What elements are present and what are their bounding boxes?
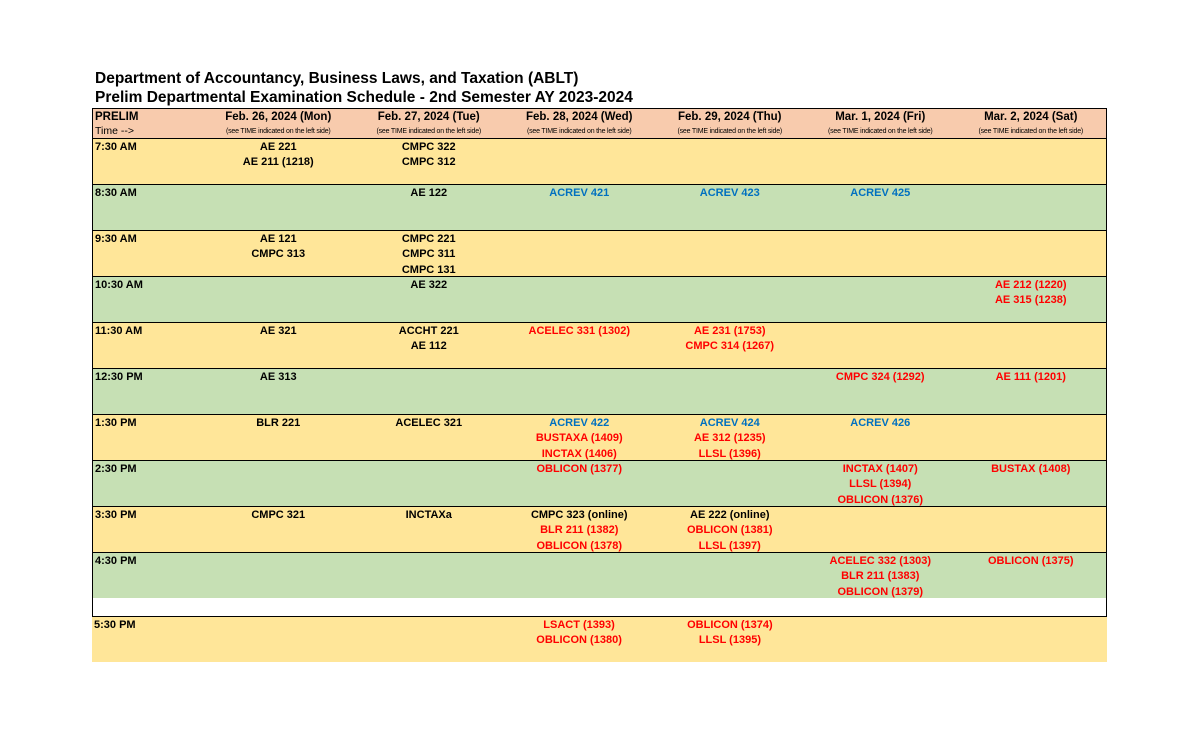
exam-entry: OBLICON (1379) xyxy=(837,585,924,598)
schedule-cell-tue xyxy=(354,369,505,414)
exam-schedule-sheet xyxy=(92,108,1107,662)
schedule-cell-fri xyxy=(805,185,956,230)
schedule-cell-sat xyxy=(956,323,1107,368)
exam-entry: OBLICON (1376) xyxy=(837,493,924,506)
exam-entry: INCTAXa xyxy=(405,509,452,521)
schedule-cell-wed xyxy=(504,323,655,368)
time-slot-row-1030am xyxy=(93,277,1106,323)
exam-entry: AE 231 (1753) xyxy=(693,325,766,337)
schedule-cell-mon xyxy=(203,553,354,600)
exam-entry: BUSTAXA (1409) xyxy=(535,432,623,445)
schedule-cell-thu xyxy=(655,369,806,414)
schedule-cell-sat xyxy=(956,231,1107,278)
day-header-sat xyxy=(956,109,1107,138)
prelim-label: PRELIM xyxy=(95,111,139,123)
exam-entry: AE 111 (1201) xyxy=(995,371,1066,383)
exam-entry: ACREV 425 xyxy=(850,187,911,199)
exam-entry: AE 121 xyxy=(259,233,297,245)
exam-entry: ACREV 426 xyxy=(850,417,911,429)
exam-entry: LLSL (1395) xyxy=(698,634,761,647)
day-header-wed xyxy=(504,109,655,138)
schedule-cell-mon xyxy=(202,617,353,662)
schedule-cell-mon xyxy=(203,185,354,230)
schedule-cell-tue xyxy=(354,461,505,508)
exam-entry: ACREV 424 xyxy=(699,417,760,429)
exam-entry: OBLICON (1375) xyxy=(987,555,1074,567)
exam-entry: LSACT (1393) xyxy=(543,619,615,631)
exam-entry: BLR 211 (1382) xyxy=(540,524,619,537)
exam-entry: LLSL (1397) xyxy=(698,539,761,552)
time-slot-row-1230pm xyxy=(93,369,1106,415)
time-arrow-label: Time --> xyxy=(95,125,134,137)
schedule-cell-wed xyxy=(504,185,655,230)
time-label: 10:30 AM xyxy=(95,279,143,291)
exam-entry: AE 321 xyxy=(259,325,297,337)
schedule-cell-wed xyxy=(504,553,655,600)
schedule-cell-mon xyxy=(203,231,354,278)
schedule-cell-sat xyxy=(956,185,1107,230)
schedule-cell-thu xyxy=(655,277,806,322)
time-label: 11:30 AM xyxy=(95,325,143,337)
schedule-cell-thu xyxy=(655,185,806,230)
schedule-cell-mon xyxy=(203,139,354,184)
day-date: Feb. 27, 2024 (Tue) xyxy=(377,111,480,123)
time-label: 5:30 PM xyxy=(94,619,136,631)
header-corner-cell xyxy=(93,109,203,138)
exam-entry: ACREV 423 xyxy=(699,187,760,199)
schedule-title: Prelim Departmental Examination Schedule - 2nd Semester AY 2023-2024 xyxy=(95,89,633,106)
day-header-mon xyxy=(203,109,354,138)
schedule-cell-wed xyxy=(504,231,655,278)
schedule-cell-thu xyxy=(655,553,806,600)
schedule-cell-tue xyxy=(354,139,505,184)
day-date: Mar. 2, 2024 (Sat) xyxy=(984,111,1078,123)
exam-entry: AE 122 xyxy=(410,187,448,199)
time-label: 9:30 AM xyxy=(95,233,137,245)
schedule-cell-sat xyxy=(956,617,1107,662)
exam-entry: CMPC 312 xyxy=(401,156,456,169)
exam-entry: OBLICON (1377) xyxy=(536,463,623,476)
schedule-cell-sat xyxy=(956,139,1107,184)
day-header-thu xyxy=(655,109,806,138)
exam-entry: CMPC 131 xyxy=(401,263,456,276)
schedule-cell-sat xyxy=(956,461,1107,508)
exam-entry: ACELEC 331 (1302) xyxy=(528,325,630,337)
day-note: (see TIME indicated on the left side) xyxy=(526,128,632,135)
time-slot-row-930am xyxy=(93,231,1106,277)
time-label: 12:30 PM xyxy=(95,371,143,383)
schedule-cell-fri xyxy=(805,553,956,600)
day-note: (see TIME indicated on the left side) xyxy=(827,128,933,135)
exam-entry: AE 315 (1238) xyxy=(994,294,1067,307)
schedule-cell-tue xyxy=(354,185,505,230)
time-slot-rows xyxy=(93,139,1106,598)
time-slot-row-230pm xyxy=(93,461,1106,507)
schedule-cell-sat xyxy=(956,369,1107,414)
schedule-cell-fri xyxy=(805,277,956,322)
exam-entry: AE 211 (1218) xyxy=(242,156,314,169)
exam-entry: AE 221 xyxy=(259,141,297,153)
day-date: Mar. 1, 2024 (Fri) xyxy=(835,111,926,123)
exam-entry: AE 312 (1235) xyxy=(693,432,766,445)
schedule-cell-sat xyxy=(956,277,1107,322)
exam-entry: CMPC 324 (1292) xyxy=(835,371,925,383)
exam-entry: OBLICON (1381) xyxy=(686,524,773,537)
schedule-cell-thu xyxy=(655,507,806,554)
time-label: 7:30 AM xyxy=(95,141,137,153)
schedule-cell-sat xyxy=(956,507,1107,554)
time-label: 1:30 PM xyxy=(95,417,137,429)
exam-entry: CMPC 321 xyxy=(251,509,306,521)
schedule-cell-mon xyxy=(203,507,354,554)
exam-entry: OBLICON (1380) xyxy=(536,634,622,647)
time-label: 4:30 PM xyxy=(95,555,137,567)
day-note: (see TIME indicated on the left side) xyxy=(978,128,1084,135)
schedule-cell-thu xyxy=(655,461,806,508)
day-header-tue xyxy=(354,109,505,138)
time-slot-row-430pm xyxy=(93,553,1106,598)
schedule-cell-thu xyxy=(654,617,805,662)
exam-entry: CMPC 313 xyxy=(251,248,306,261)
exam-entry: AE 313 xyxy=(259,371,297,383)
schedule-cell-fri xyxy=(805,617,956,662)
exam-entry: CMPC 323 (online) xyxy=(530,509,628,521)
schedule-cell-thu xyxy=(655,323,806,368)
day-note: (see TIME indicated on the left side) xyxy=(376,128,482,135)
schedule-cell-wed xyxy=(504,617,655,662)
time-slot-row-530pm xyxy=(92,617,1107,662)
exam-entry: BUSTAX (1408) xyxy=(991,463,1071,475)
exam-entry: ACREV 422 xyxy=(549,417,610,429)
schedule-cell-wed xyxy=(504,461,655,508)
time-slot-row-330pm xyxy=(93,507,1106,553)
schedule-cell-sat xyxy=(956,553,1107,600)
department-title: Department of Accountancy, Business Laws, and Taxation (ABLT) xyxy=(95,70,579,87)
time-label: 2:30 PM xyxy=(95,463,137,475)
exam-entry: ACELEC 332 (1303) xyxy=(829,555,931,567)
schedule-cell-wed xyxy=(504,507,655,554)
schedule-cell-fri xyxy=(805,461,956,508)
schedule-cell-wed xyxy=(504,369,655,414)
exam-entry: ACREV 421 xyxy=(549,187,610,199)
time-slot-row-1130am xyxy=(93,323,1106,369)
schedule-cell-thu xyxy=(655,231,806,278)
schedule-cell-wed xyxy=(504,139,655,184)
schedule-cell-tue xyxy=(354,231,505,278)
schedule-cell-mon xyxy=(203,461,354,508)
day-note: (see TIME indicated on the left side) xyxy=(677,128,783,135)
exam-entry: AE 112 xyxy=(410,340,447,353)
day-date: Feb. 29, 2024 (Thu) xyxy=(677,111,782,123)
schedule-cell-tue xyxy=(354,277,505,322)
schedule-cell-mon xyxy=(203,277,354,322)
day-note: (see TIME indicated on the left side) xyxy=(225,128,331,135)
exam-schedule-table xyxy=(92,108,1107,617)
exam-entry: ACELEC 321 xyxy=(395,417,463,429)
exam-entry: CMPC 311 xyxy=(402,248,456,261)
document-header xyxy=(95,69,633,107)
exam-entry: OBLICON (1374) xyxy=(687,619,773,631)
day-date: Feb. 28, 2024 (Wed) xyxy=(525,111,633,123)
schedule-cell-tue xyxy=(354,507,505,554)
exam-entry: LLSL (1394) xyxy=(849,478,912,491)
schedule-cell-fri xyxy=(805,139,956,184)
exam-entry: CMPC 322 xyxy=(401,141,456,153)
schedule-cell-fri xyxy=(805,323,956,368)
day-date: Feb. 26, 2024 (Mon) xyxy=(225,111,332,123)
schedule-cell-fri xyxy=(805,231,956,278)
day-header-fri xyxy=(805,109,956,138)
exam-entry: INCTAX (1407) xyxy=(842,463,918,475)
schedule-cell-fri xyxy=(805,507,956,554)
exam-entry: INCTAX (1406) xyxy=(541,447,617,460)
schedule-cell-tue xyxy=(354,553,505,600)
exam-entry: LLSL (1396) xyxy=(698,447,761,460)
schedule-cell-thu xyxy=(655,139,806,184)
time-slot-row-730am xyxy=(93,139,1106,185)
exam-entry: AE 212 (1220) xyxy=(994,279,1067,291)
schedule-cell-fri xyxy=(805,369,956,414)
exam-entry: CMPC 221 xyxy=(401,233,456,245)
exam-entry: BLR 211 (1383) xyxy=(841,570,920,583)
time-slot-row-830am xyxy=(93,185,1106,231)
exam-entry: BLR 221 xyxy=(256,417,301,429)
exam-entry: OBLICON (1378) xyxy=(536,539,623,552)
time-label: 3:30 PM xyxy=(95,509,137,521)
exam-entry: AE 222 (online) xyxy=(690,509,770,521)
exam-entry: AE 322 xyxy=(410,279,448,291)
schedule-cell-tue xyxy=(354,323,505,368)
schedule-cell-mon xyxy=(203,369,354,414)
schedule-cell-mon xyxy=(203,323,354,368)
exam-entry: CMPC 314 (1267) xyxy=(685,340,775,353)
table-header-row xyxy=(93,109,1106,139)
exam-entry: ACCHT 221 xyxy=(398,325,459,337)
schedule-cell-wed xyxy=(504,277,655,322)
schedule-cell-tue xyxy=(353,617,504,662)
time-label: 8:30 AM xyxy=(95,187,137,199)
